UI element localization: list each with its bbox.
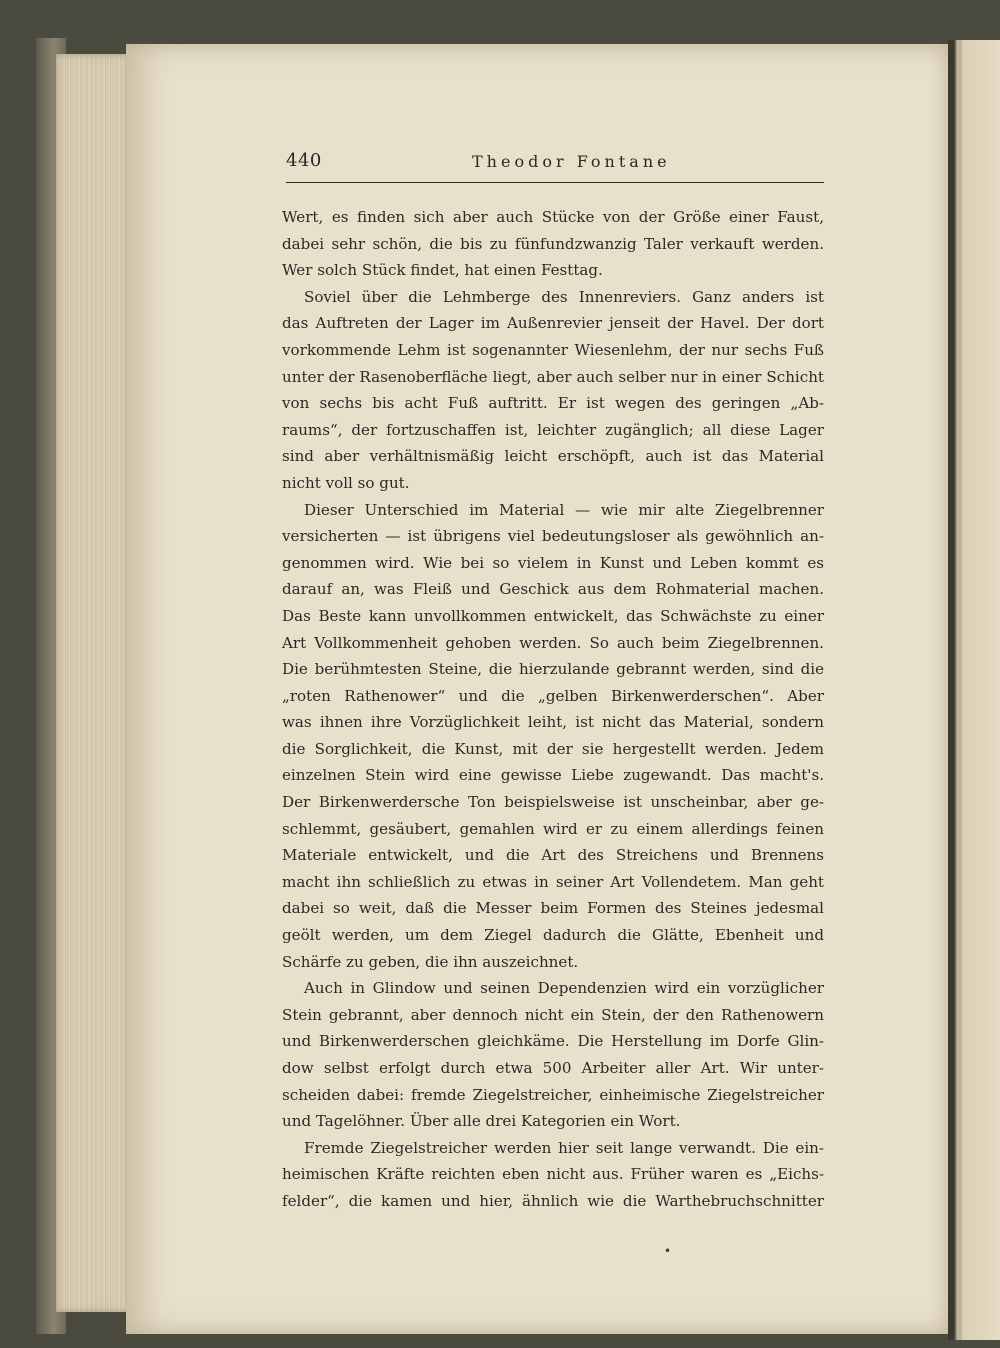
text-line: versicherten — ist übrigens viel bedeutungsloser als gewöhnlich an-	[282, 527, 824, 546]
text-line: und Tagelöhner. Über alle drei Kategorien ein Wort.	[282, 1112, 681, 1131]
text-line: „roten Rathenower“ und die „gelben Birkenwerderschen“. Aber	[282, 686, 824, 705]
text-line: Der Birkenwerdersche Ton beispielsweise ist unscheinbar, aber ge-	[282, 793, 824, 812]
text-line: genommen wird. Wie bei so vielem in Kunst und Leben kommt es	[282, 553, 824, 572]
text-line: darauf an, was Fleiß und Geschick aus dem Rohmaterial machen.	[282, 580, 824, 599]
text-line: die Sorglichkeit, die Kunst, mit der sie hergestellt werden. Jedem	[282, 739, 824, 758]
text-line: macht ihn schließlich zu etwas in seiner Art Vollendetem. Man geht	[282, 872, 824, 891]
page-number: 440	[286, 150, 322, 171]
text-line: dabei sehr schön, die bis zu fünfundzwanzig Taler verkauft werden.	[282, 234, 824, 253]
text-line: einzelnen Stein wird eine gewisse Liebe zugewandt. Das macht's.	[282, 766, 824, 785]
text-line: Art Vollkommenheit gehoben werden. So auch beim Ziegelbrennen.	[282, 633, 824, 652]
text-line: felder“, die kamen und hier, ähnlich wie die Warthebruchschnitter	[282, 1191, 824, 1210]
text-line: schlemmt, gesäubert, gemahlen wird er zu einem allerdings feinen	[282, 819, 824, 838]
text-line: nicht voll so gut.	[282, 473, 410, 492]
text-line: scheiden dabei: fremde Ziegelstreicher, einheimische Ziegelstreicher	[282, 1085, 824, 1104]
text-line: Die berühmtesten Steine, die hierzulande gebrannt werden, sind die	[282, 660, 824, 679]
text-line: von sechs bis acht Fuß auftritt. Er ist wegen des geringen „Ab-	[282, 394, 824, 413]
body-text	[282, 204, 824, 1215]
running-head: Theodor Fontane	[472, 152, 671, 171]
text-line: Fremde Ziegelstreicher werden hier seit lange verwandt. Die ein-	[304, 1138, 824, 1157]
text-line: geölt werden, um dem Ziegel dadurch die Glätte, Ebenheit und	[282, 926, 824, 945]
text-line: sind aber verhältnismäßig leicht erschöpft, auch ist das Material	[282, 447, 824, 466]
text-line: unter der Rasenoberfläche liegt, aber auch selber nur in einer Schicht	[282, 367, 824, 386]
text-line: und Birkenwerderschen gleichkäme. Die Herstellung im Dorfe Glin-	[282, 1032, 824, 1051]
text-line: was ihnen ihre Vorzüglichkeit leiht, ist nicht das Material, sondern	[282, 713, 824, 732]
text-line: das Auftreten der Lager im Außenrevier jenseit der Havel. Der dort	[282, 314, 824, 333]
page-edges	[56, 54, 130, 1312]
text-line: Wert, es finden sich aber auch Stücke von der Größe einer Faust,	[282, 208, 824, 226]
text-line: Das Beste kann unvollkommen entwickelt, das Schwächste zu einer	[282, 606, 824, 625]
text-line: dow selbst erfolgt durch etwa 500 Arbeiter aller Art. Wir unter-	[282, 1059, 824, 1077]
text-line: Schärfe zu geben, die ihn auszeichnet.	[282, 952, 579, 971]
text-line: dabei so weit, daß die Messer beim Formen des Steines jedesmal	[282, 899, 824, 918]
text-line: heimischen Kräfte reichten eben nicht aus. Früher waren es „Eichs-	[282, 1165, 824, 1184]
text-line: raums“, der fortzuschaffen ist, leichter zugänglich; all diese Lager	[282, 420, 824, 439]
text-line: Stein gebrannt, aber dennoch nicht ein Stein, der den Rathenowern	[282, 1005, 824, 1024]
text-line: Dieser Unterschied im Material — wie mir alte Ziegelbrenner	[304, 500, 824, 519]
paper-speck: •	[664, 1244, 672, 1258]
text-line: Wer solch Stück findet, hat einen Festtag.	[282, 261, 603, 280]
text-line: Soviel über die Lehmberge des Innenreviers. Ganz anders ist	[304, 287, 824, 306]
facing-page-edge	[948, 40, 1000, 1340]
page-header	[286, 150, 824, 183]
text-line: Materiale entwickelt, und die Art des Streichens und Brennens	[282, 846, 824, 865]
gutter-line	[958, 40, 962, 1340]
text-line: Auch in Glindow und seinen Dependenzien wird ein vorzüglicher	[304, 979, 824, 998]
text-line: vorkommende Lehm ist sogenannter Wiesenlehm, der nur sechs Fuß	[282, 340, 824, 359]
